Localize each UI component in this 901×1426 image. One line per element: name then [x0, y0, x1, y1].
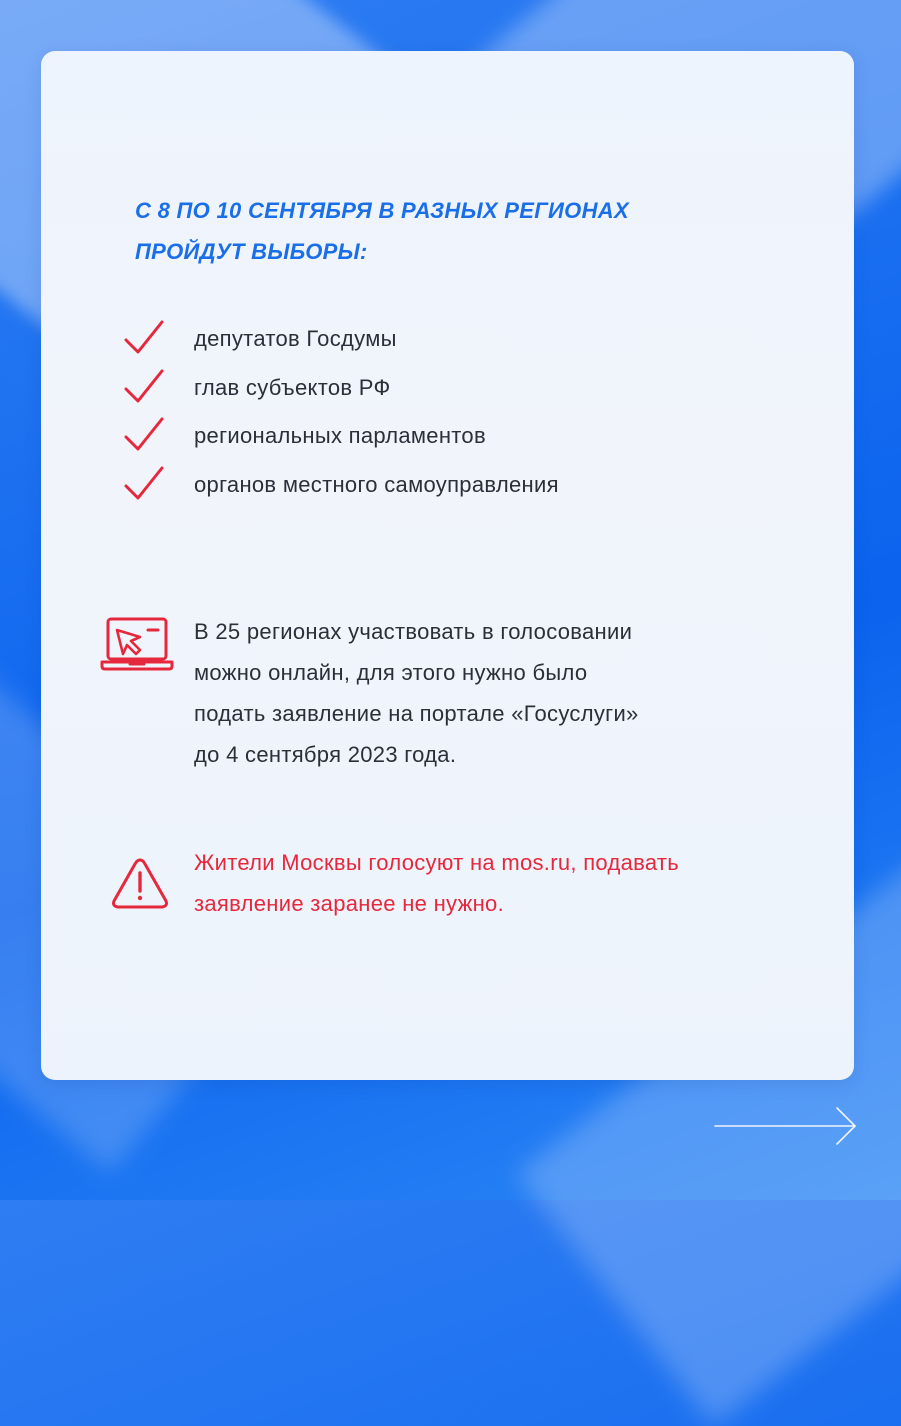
online-voting-text	[194, 611, 774, 775]
moscow-notice-text	[194, 842, 814, 924]
laptop-cursor-icon	[100, 616, 174, 672]
text-line: В 25 регионах участвовать в голосовании	[194, 619, 633, 644]
headline	[135, 190, 735, 272]
list-item-label: глав субъектов РФ	[194, 374, 391, 400]
list-item-label: органов местного самоуправления	[194, 471, 559, 497]
check-icon	[122, 464, 166, 504]
check-icon	[122, 367, 166, 407]
text-line: можно онлайн, для этого нужно было	[194, 660, 588, 685]
list-item-label: региональных парламентов	[194, 423, 486, 448]
headline-line: С 8 ПО 10 СЕНТЯБРЯ В РАЗНЫХ РЕГИОНАХ	[135, 198, 629, 223]
warning-triangle-icon	[110, 856, 170, 910]
check-icon	[122, 318, 166, 358]
headline-line: ПРОЙДУТ ВЫБОРЫ:	[135, 239, 368, 264]
list-item-label: депутатов Госдумы	[194, 326, 397, 351]
text-line: до 4 сентября 2023 года.	[194, 742, 457, 767]
text-line: Жители Москвы голосуют на mos.ru, подавать	[194, 850, 680, 875]
text-line: заявление заранее не нужно.	[194, 891, 505, 916]
arrow-right-icon[interactable]	[713, 1104, 859, 1148]
check-icon	[122, 415, 166, 455]
text-line: подать заявление на портале «Госуслуги»	[194, 701, 639, 726]
